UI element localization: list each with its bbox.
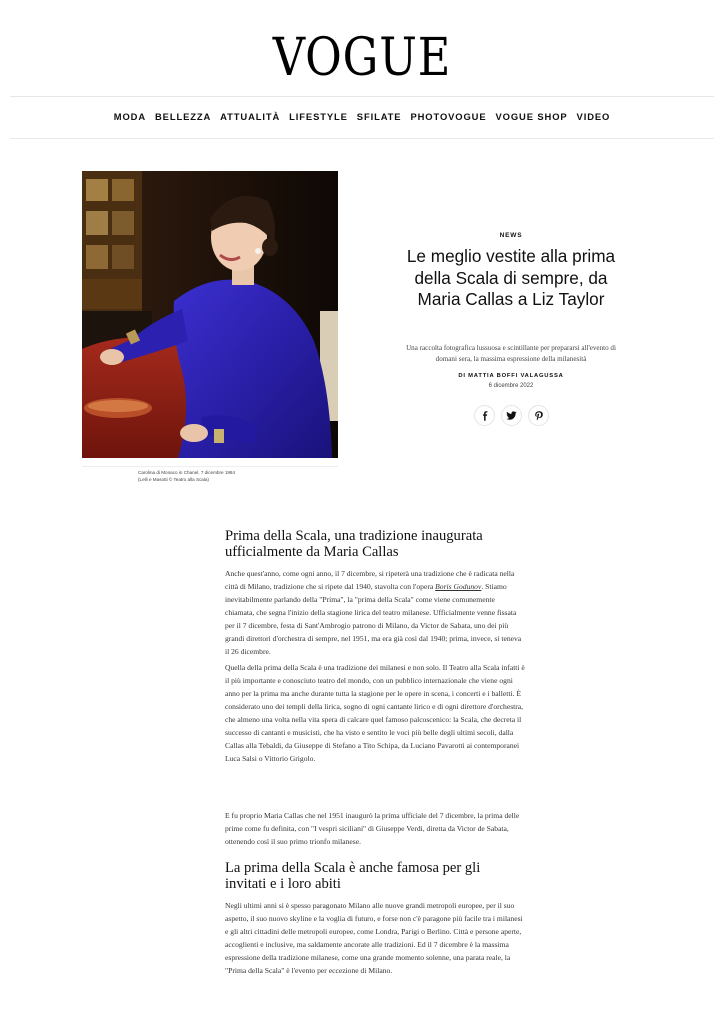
nav-item-moda[interactable]: MODA (113, 111, 147, 122)
caption-divider (82, 466, 338, 467)
nav-item-video[interactable]: VIDEO (576, 111, 611, 122)
nav-divider (10, 138, 714, 139)
main-nav (0, 106, 724, 128)
article-paragraph: Negli ultimi anni si è spesso paragonato Milano alle nuove grandi metropoli europee, per il suo aspetto, il suo nuovo skyline e la voglia di futuro, e forse non c'è paragone più facile tra i milanesi e gli altri cittadini delle metropoli europee, come Londra, Parigi o Berlino. Città e persone aperte, accoglienti e inclusive, ma saldamente ancorate alle tradizioni. Ed il 7 dicembre è la massima espressione della tradizione milanese, come una grande momento solenne, una parata reale, la "Prima della Scala" è l'evento per eccezione di Milano. (225, 901, 523, 975)
share-twitter-button[interactable] (501, 405, 522, 426)
article-paragraph: E fu proprio Maria Callas che nel 1951 inaugurò la prima ufficiale del 7 dicembre, la prima delle prime come fu definita, con "I vespri siciliani" di Giuseppe Verdi, diretta da Victor de Sabata, ottenendo così il suo primo trionfo milanese. (225, 811, 520, 846)
article-paragraph (225, 567, 525, 658)
caption-line: Carolina di Monaco in Chanel, 7 dicembre 1984 (138, 470, 236, 475)
hero-photo (82, 171, 338, 458)
article-dek: Una raccolta fotografica lussuosa e scintillante per prepararsi all'evento di domani sera, la massima espressione della milanesità (406, 344, 616, 363)
article-paragraph: Quella della prima della Scala è una tradizione dei milanesi e non solo. Il Teatro alla Scala infatti è il più importante e conosciuto teatro del mondo, con un pubblico internazionale che viene ogni anno per la prima ma anche durante tutta la stagione per le opere in scena, i concerti e i balletti. È considerato uno dei templi della lirica, sogno di ogni cantante lirico e di ogni direttore d'orchestra, che almeno una volta nella vita spera di calcare quel famoso palcoscenico: la Scala, che decretа il successo di cantanti e musicisti, che ha visto e sentito le voci più belle degli ultimi secoli, dalla Callas alla Tebaldi, da Giuseppe di Stefano a Tito Schipa, da Luciano Pavarotti ai contemporanei Luca Salsi o Vittorio Grigolo. (225, 663, 525, 763)
section-heading: Prima della Scala, una tradizione inaugurata ufficialmente da Maria Callas (225, 528, 483, 560)
paragraph-text: Anche quest'anno, come ogni anno, il 7 dicembre, si ripeterà una tradizione che è radicata nella città di Milano, tradizione che si ripete dal 1940, stavolta con l'opera (225, 569, 515, 591)
paragraph-text: . Stiamo inevitabilmente parlando della "Prima", la "prima della Scala" come viene comunemente chiamata, che segna l'inizio della stagione lirica del teatro milanese. Ufficialmente venne fissata per il 7 dicembre, festa di Sant'Ambrogio patrono di Milano, da Victor de Sabata, uno dei più grandi direttori d'orchestra di sempre, nel 1951, ma era già così dal 1940; prima, invece, si teneva il 26 dicembre. (225, 582, 522, 656)
vogue-logo[interactable]: VOGUE (272, 28, 452, 88)
section-heading: La prima della Scala è anche famosa per gli invitati e i loro abiti (225, 860, 481, 892)
nav-item-lifestyle[interactable]: LIFESTYLE (289, 111, 348, 122)
photo-caption (138, 469, 318, 483)
share-buttons (474, 405, 549, 426)
nav-item-photovogue[interactable]: PHOTOVOGUE (410, 111, 487, 122)
nav-item-attualita[interactable]: ATTUALITÀ (220, 111, 281, 122)
pinterest-icon (534, 411, 544, 421)
publish-date: 6 dicembre 2022 (488, 383, 534, 389)
nav-item-bellezza[interactable]: BELLEZZA (155, 111, 212, 122)
article-title: Le meglio vestite alla prima della Scala di sempre, da Maria Callas a Liz Taylor (406, 246, 616, 310)
share-facebook-button[interactable] (474, 405, 495, 426)
header-divider (10, 96, 714, 97)
hero-illustration (82, 171, 338, 458)
twitter-icon (506, 411, 517, 421)
share-pinterest-button[interactable] (528, 405, 549, 426)
opera-link[interactable]: Boris Godunov (435, 582, 482, 591)
nav-item-sfilate[interactable]: SFILATE (356, 111, 402, 122)
facebook-icon (480, 411, 490, 421)
author-byline[interactable]: DI MATTIA BOFFI VALAGUSSA (458, 373, 564, 379)
nav-item-vogue-shop[interactable]: VOGUE SHOP (495, 111, 568, 122)
caption-credit: (Lelli e Masotti © Teatro alla Scala) (138, 477, 209, 482)
category-label[interactable]: NEWS (499, 232, 523, 239)
